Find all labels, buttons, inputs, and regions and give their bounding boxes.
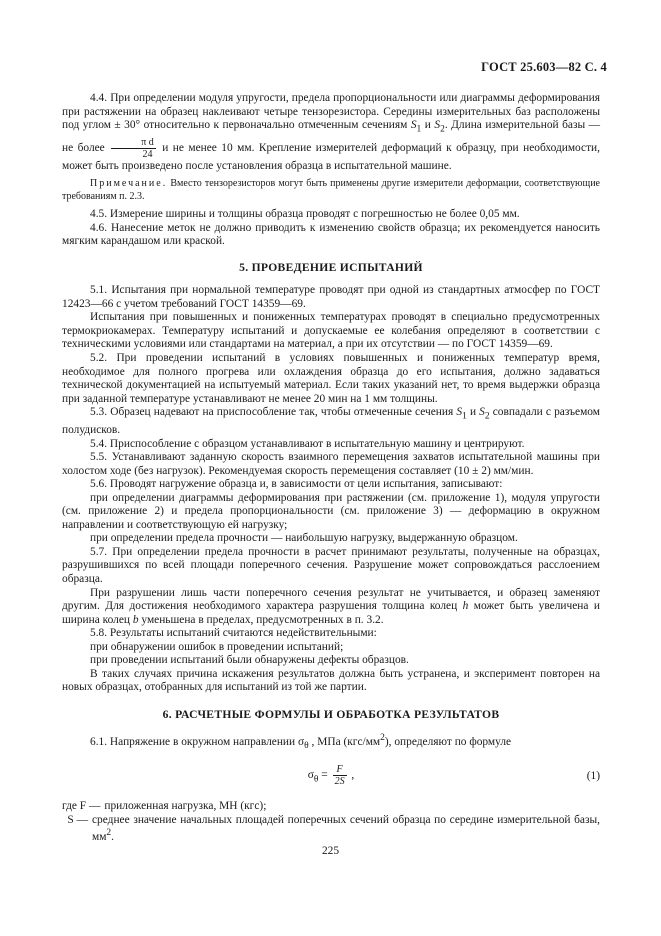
formula-1: $\sigma_\theta$ = $\frac{F}{2S}$ , (1) [307,764,600,788]
document-code: ГОСТ 25.603—82 С. 4 [481,60,607,74]
stress-fraction: $\frac{F}{2S}$ [334,764,345,788]
where-item-area: S — среднее значение начальных площадей поперечных сечений образца по середине измерительной базы, $мм^2$. [67,813,600,843]
paragraph-5-1-cont: Испытания при повышенных и пониженных температурах проводят в специально предусмотренных термокриокамерах. Температуру испытаний и допускаемые ее колебания определяют в соответствии с техническими условиями или стандартами на материал, а при их отсутствии — по ГОСТ 14359—69. [62,311,600,351]
paragraph-5-8-a: при обнаружении ошибок в проведении испытаний; [90,640,344,653]
paragraph-5-5: 5.5. Устанавливают заданную скорость взаимного перемещения захватов испытательной машины при холостом ходе (без нагрузок). Рекомендуемая скорость перемещения составляет (10 ± 2) мм/мин. [62,451,600,477]
paragraph-5-7-b: При разрушении лишь части поперечного сечения результат не учитывается, и образец заменяют другим. Для достижения необходимого характера разрушения толщина колец h может быть увеличена и ширина колец b уменьшена в пределах, предусмотренных в п. 3.2. [62,586,600,626]
paragraph-5-6-a: при определении диаграммы деформирования при растяжении (см. приложение 1), модуля упругости (см. приложение 2) и предела пропорциональности (см. приложение 3) — деформацию в окружном направлении и соответствующую ей нагрузку; [62,491,600,531]
paragraph-4-4: 4.4. При определении модуля упругости, предела пропорциональности или диаграммы деформирования при растяжении на образец наклеивают четыре тензорезистора. Середины измерительных баз расположены под углом ± 30° относительно к первоначально отмеченным сечениям $S_1$ и $S_2$. Длина измерительной базы — не более $\frac{\text{π d}}{24}$ и не менее 10 мм. Крепление измерителей деформаций к образцу, при необходимости, может быть произведено после установления образца в испытательной машине. [62,92,600,172]
paragraph-5-8-b: при проведении испытаний были обнаружены дефекты образцов. [90,654,409,667]
note: Примечание. Вместо тензорезисторов могут быть применены другие измерители деформации, соответствующие требованиям п. 2.3. [62,178,600,202]
paragraph-5-7: 5.7. При определении предела прочности в расчет принимают результаты, полученные на образцах, разрушившихся по всей площади поперечного сечения. Разрушение может сопровождаться расслоением образца. [62,545,600,586]
paragraph-5-1: 5.1. Испытания при нормальной температуре проводят при одной из стандартных атмосфер по ГОСТ 12423—66 с учетом требований ГОСТ 14359—69. [62,284,600,310]
paragraph-4-5: 4.5. Измерение ширины и толщины образца проводят с погрешностью не более 0,05 мм. [90,208,520,221]
paragraph-4-6: 4.6. Нанесение меток не должно приводить к изменению свойств образца; их рекомендуется наносить мягким карандашом или краской. [62,221,600,248]
paragraph-5-3: 5.3. Образец надевают на приспособление так, чтобы отмеченные сечения $S_1$ и $S_2$ совпадали с разъемом полудисков. [62,406,600,436]
paragraph-5-6-b: при определении предела прочности — наибольшую нагрузку, выдержанную образцом. [90,532,518,545]
paragraph-5-8: 5.8. Результаты испытаний считаются недействительными: [90,627,377,640]
formula-number: (1) [586,770,600,783]
base-length-fraction: $\frac{\text{π d}}{24}$ [111,137,156,160]
section-6-title: 6. РАСЧЕТНЫЕ ФОРМУЛЫ И ОБРАБОТКА РЕЗУЛЬТАТОВ [162,707,500,721]
section-5-title: 5. ПРОВЕДЕНИЕ ИСПЫТАНИЙ [239,260,423,274]
paragraph-6-1: 6.1. Напряжение в окружном направлении $\sigma_\theta$ , МПа $(кгс/мм^2)$, определяют по формуле [90,733,512,752]
where-item-force: где F — приложенная нагрузка, МН (кгс); [62,800,267,813]
paragraph-5-4: 5.4. Приспособление с образцом устанавливают в испытательную машину и центрируют. [90,437,525,450]
paragraph-5-2: 5.2. При проведении испытаний в условиях повышенных и пониженных температур время, необходимое для полного прогрева или охлаждения образца до его испытания, должно задаваться технической документацией на испытуемый материал. Если таких указаний нет, то время выдержки образца при заданной температуре устанавливают не менее 20 мин на 1 мм толщины. [62,351,600,405]
page-number: 225 [321,845,340,857]
paragraph-5-6: 5.6. Проводят нагружение образца и, в зависимости от цели испытания, записывают: [90,478,503,491]
document-body [62,92,600,845]
paragraph-5-8-c: В таких случаях причина искажения результатов должна быть устранена, и эксперимент повторен на новых образцах, отобранных для испытаний из той же партии. [62,667,600,694]
